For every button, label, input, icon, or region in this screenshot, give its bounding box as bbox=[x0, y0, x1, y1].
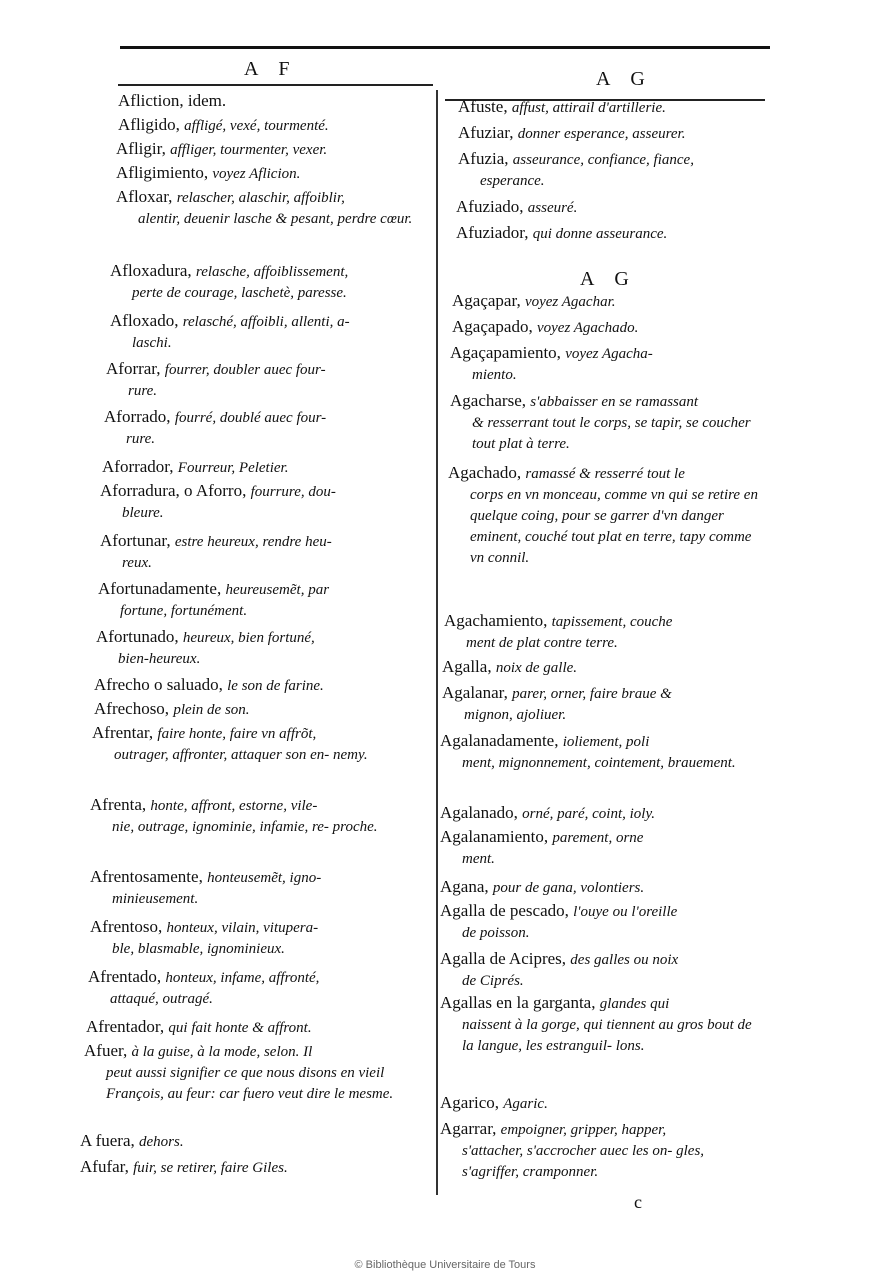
headword: Agalanar, bbox=[442, 683, 513, 702]
dictionary-entry bbox=[440, 802, 760, 825]
definition: relasché, affoibli, allenti, a- bbox=[182, 314, 350, 330]
headword: Aforrado, bbox=[104, 407, 175, 426]
definition-continuation: fortune, fortunément. bbox=[120, 603, 248, 619]
definition-continuation: ble, blasmable, ignominieux. bbox=[112, 941, 285, 957]
headword: Agachamiento, bbox=[444, 611, 552, 630]
dictionary-entry bbox=[116, 138, 446, 161]
headword: Agarrar, bbox=[440, 1119, 501, 1138]
dictionary-entry bbox=[110, 310, 440, 354]
dictionary-entry bbox=[84, 1040, 414, 1105]
definition: des galles ou noix bbox=[570, 952, 679, 968]
dictionary-entry bbox=[94, 698, 424, 721]
headword: Afortunado, bbox=[96, 627, 183, 646]
definition: affligé, vexé, tourmenté. bbox=[184, 118, 329, 134]
dictionary-entry bbox=[102, 456, 432, 479]
headword: Afrenta, bbox=[90, 795, 151, 814]
headword: Afligido, bbox=[118, 115, 185, 134]
definition-continuation: mignon, ajoliuer. bbox=[464, 707, 567, 723]
dictionary-entry bbox=[458, 96, 783, 119]
definition: honteux, infame, affronté, bbox=[165, 970, 320, 986]
dictionary-entry bbox=[100, 480, 430, 524]
dictionary-entry bbox=[104, 406, 434, 450]
headword: Agacharse, bbox=[450, 391, 531, 410]
dictionary-entry bbox=[450, 390, 770, 455]
dictionary-entry bbox=[92, 722, 422, 766]
headword: Afligimiento, bbox=[116, 163, 213, 182]
dictionary-entry bbox=[90, 916, 420, 960]
dictionary-entry bbox=[118, 114, 448, 137]
definition-continuation: s'attacher, s'accrocher auec les on- gles, s'agriffer, cramponner. bbox=[462, 1143, 705, 1180]
headword: Afuziado, bbox=[456, 197, 528, 216]
dictionary-entry bbox=[450, 342, 770, 386]
dictionary-entry bbox=[452, 316, 772, 339]
headword: Afuziador, bbox=[456, 223, 533, 242]
library-credit: © Bibliothèque Universitaire de Tours bbox=[354, 1259, 536, 1271]
definition-continuation: corps en vn monceau, comme vn qui se retire en quelque coing, pour se garrer d'vn danger eminent, couché tout plat en terre, tapy comme vn connil. bbox=[470, 487, 758, 566]
section-heading: A G bbox=[580, 268, 637, 290]
definition: honteux, vilain, vitupera- bbox=[166, 920, 319, 936]
dictionary-entry bbox=[80, 1130, 410, 1153]
definition: voyez Agacha- bbox=[565, 346, 653, 362]
definition: Agaric. bbox=[503, 1096, 548, 1112]
definition: parement, orne bbox=[552, 830, 644, 846]
definition: fourré, doublé auec four- bbox=[174, 410, 327, 426]
top-rule bbox=[120, 46, 770, 49]
definition-continuation: esperance. bbox=[480, 173, 545, 189]
dictionary-entry bbox=[440, 730, 760, 774]
header-rule-left bbox=[118, 84, 433, 86]
definition: asseuré. bbox=[527, 200, 578, 216]
definition: pour de gana, volontiers. bbox=[492, 880, 645, 896]
headword: Agaçapado, bbox=[452, 317, 537, 336]
definition-continuation: reux. bbox=[122, 555, 152, 571]
definition-continuation: alentir, deuenir lasche & pesant, perdre cœur. bbox=[138, 211, 413, 227]
definition-continuation: ment, mignonnement, cointement, brauement. bbox=[462, 755, 736, 771]
headword: Agalanadamente, bbox=[440, 731, 563, 750]
definition-continuation: de Ciprés. bbox=[462, 973, 524, 989]
definition: honteusemẽt, igno- bbox=[207, 870, 322, 886]
dictionary-entry bbox=[106, 358, 436, 402]
definition: ioliement, poli bbox=[562, 734, 650, 750]
dictionary-entry bbox=[88, 966, 418, 1010]
dictionary-entry bbox=[90, 866, 420, 910]
definition-continuation: minieusement. bbox=[112, 891, 199, 907]
dictionary-entry bbox=[442, 682, 762, 726]
definition: qui fait honte & affront. bbox=[168, 1020, 312, 1036]
definition: relascher, alaschir, affoiblir, bbox=[176, 190, 345, 206]
definition-continuation: rure. bbox=[126, 431, 156, 447]
definition-continuation: perte de courage, laschetè, paresse. bbox=[132, 285, 347, 301]
definition: dehors. bbox=[139, 1134, 184, 1150]
headword: Afrecho o saluado, bbox=[94, 675, 228, 694]
definition-continuation: bleure. bbox=[122, 505, 164, 521]
definition-continuation: nie, outrage, ignominie, infamie, re- proche. bbox=[112, 819, 378, 835]
definition-continuation: peut aussi signifier ce que nous disons en vieil François, au feur: car fuero veut dire le mesme. bbox=[106, 1065, 394, 1102]
dictionary-entry bbox=[110, 260, 440, 304]
headword: Afufar, bbox=[80, 1157, 134, 1176]
headword: Aforrador, bbox=[102, 457, 178, 476]
headword: Agalanado, bbox=[440, 803, 523, 822]
definition-continuation: ment de plat contre terre. bbox=[466, 635, 618, 651]
dictionary-entry bbox=[90, 794, 420, 838]
dictionary-entry bbox=[440, 826, 760, 870]
definition-continuation: laschi. bbox=[132, 335, 172, 351]
headword: Aforradura, o Aforro, bbox=[100, 481, 251, 500]
dictionary-entry bbox=[440, 900, 760, 944]
running-head-right: A G bbox=[596, 68, 653, 90]
headword: Afloxado, bbox=[110, 311, 183, 330]
definition: heureux, bien fortuné, bbox=[182, 630, 315, 646]
definition: Fourreur, Peletier. bbox=[177, 460, 289, 476]
dictionary-entry bbox=[94, 674, 424, 697]
definition: affust, attirail d'artillerie. bbox=[511, 100, 666, 116]
definition-continuation: & resserrant tout le corps, se tapir, se coucher tout plat à terre. bbox=[472, 415, 751, 452]
dictionary-entry bbox=[116, 162, 446, 185]
definition: le son de farine. bbox=[227, 678, 324, 694]
headword: Afrentado, bbox=[88, 967, 166, 986]
definition-continuation: ment. bbox=[462, 851, 495, 867]
definition: tapissement, couche bbox=[551, 614, 673, 630]
column-divider bbox=[436, 90, 438, 1195]
definition: voyez Aflicion. bbox=[212, 166, 301, 182]
dictionary-entry bbox=[80, 1156, 410, 1179]
dictionary-entry bbox=[100, 530, 430, 574]
headword: Agana, bbox=[440, 877, 493, 896]
dictionary-entry bbox=[442, 656, 762, 679]
headword: Afrentador, bbox=[86, 1017, 169, 1036]
headword: Afrentoso, bbox=[90, 917, 167, 936]
headword: Aforrar, bbox=[106, 359, 165, 378]
dictionary-entry bbox=[440, 1118, 760, 1183]
definition: noix de galle. bbox=[495, 660, 578, 676]
running-head-left: A F bbox=[244, 58, 298, 80]
dictionary-entry bbox=[456, 196, 781, 219]
headword: Agalla de pescado, bbox=[440, 901, 574, 920]
dictionary-entry bbox=[444, 610, 764, 654]
definition: qui donne asseurance. bbox=[532, 226, 668, 242]
headword: Agalanamiento, bbox=[440, 827, 553, 846]
definition: asseurance, confiance, fiance, bbox=[512, 152, 694, 168]
headword: Agaçapamiento, bbox=[450, 343, 566, 362]
dictionary-entry bbox=[440, 1092, 760, 1115]
definition: faire honte, faire vn affrõt, bbox=[157, 726, 317, 742]
headword: Afuer, bbox=[84, 1041, 132, 1060]
definition: voyez Agachar. bbox=[524, 294, 616, 310]
headword: Afliction, idem. bbox=[118, 91, 227, 110]
headword: Agalla de Acipres, bbox=[440, 949, 571, 968]
definition: estre heureux, rendre heu- bbox=[174, 534, 332, 550]
definition: l'ouye ou l'oreille bbox=[573, 904, 678, 920]
definition: fourrer, doubler auec four- bbox=[164, 362, 326, 378]
definition: orné, paré, coint, ioly. bbox=[522, 806, 656, 822]
headword: Afloxar, bbox=[116, 187, 177, 206]
dictionary-entry bbox=[118, 90, 448, 111]
dictionary-entry bbox=[452, 290, 772, 313]
dictionary-entry bbox=[96, 626, 426, 670]
definition-continuation: rure. bbox=[128, 383, 158, 399]
headword: Afuste, bbox=[458, 97, 512, 116]
dictionary-entry bbox=[116, 186, 446, 230]
dictionary-entry bbox=[98, 578, 428, 622]
headword: Afuziar, bbox=[458, 123, 518, 142]
headword: Agalla, bbox=[442, 657, 496, 676]
dictionary-entry bbox=[458, 148, 783, 192]
definition: empoigner, gripper, happer, bbox=[500, 1122, 667, 1138]
signature-mark: c bbox=[634, 1192, 642, 1212]
dictionary-entry bbox=[440, 876, 760, 899]
definition-continuation: naissent à la gorge, qui tiennent au gros bout de la langue, les estranguil- lons. bbox=[462, 1017, 752, 1054]
definition: heureusemẽt, par bbox=[225, 582, 330, 598]
headword: Afuzia, bbox=[458, 149, 513, 168]
headword: Agaçapar, bbox=[452, 291, 525, 310]
definition-continuation: attaqué, outragé. bbox=[110, 991, 213, 1007]
headword: Afrentosamente, bbox=[90, 867, 208, 886]
dictionary-entry bbox=[440, 992, 760, 1057]
definition-continuation: outrager, affronter, attaquer son en- nemy. bbox=[114, 747, 368, 763]
headword: A fuera, bbox=[80, 1131, 140, 1150]
dictionary-entry bbox=[86, 1016, 416, 1039]
definition: donner esperance, asseurer. bbox=[517, 126, 686, 142]
definition: s'abbaisser en se ramassant bbox=[530, 394, 699, 410]
definition-continuation: miento. bbox=[472, 367, 517, 383]
headword: Afrechoso, bbox=[94, 699, 174, 718]
headword: Afortunadamente, bbox=[98, 579, 226, 598]
definition: parer, orner, faire braue & bbox=[512, 686, 672, 702]
headword: Afloxadura, bbox=[110, 261, 196, 280]
definition: plein de son. bbox=[173, 702, 250, 718]
headword: Afortunar, bbox=[100, 531, 175, 550]
definition: ramassé & resserré tout le bbox=[525, 466, 685, 482]
dictionary-entry bbox=[440, 948, 760, 992]
definition: voyez Agachado. bbox=[536, 320, 639, 336]
definition: glandes qui bbox=[599, 996, 670, 1012]
dictionary-entry bbox=[448, 462, 768, 569]
definition: affliger, tourmenter, vexer. bbox=[170, 142, 328, 158]
headword: Agallas en la garganta, bbox=[440, 993, 600, 1012]
definition: relasche, affoiblissement, bbox=[195, 264, 349, 280]
definition: fuir, se retirer, faire Giles. bbox=[133, 1160, 288, 1176]
headword: Afrentar, bbox=[92, 723, 158, 742]
dictionary-entry bbox=[458, 122, 783, 145]
dictionary-entry bbox=[456, 222, 781, 245]
headword: Afligir, bbox=[116, 139, 171, 158]
headword: Agarico, bbox=[440, 1093, 504, 1112]
definition: fourrure, dou- bbox=[250, 484, 336, 500]
headword: Agachado, bbox=[448, 463, 526, 482]
definition: honte, affront, estorne, vile- bbox=[150, 798, 318, 814]
definition: à la guise, à la mode, selon. Il bbox=[131, 1044, 313, 1060]
definition-continuation: bien-heureux. bbox=[118, 651, 201, 667]
definition-continuation: de poisson. bbox=[462, 925, 530, 941]
